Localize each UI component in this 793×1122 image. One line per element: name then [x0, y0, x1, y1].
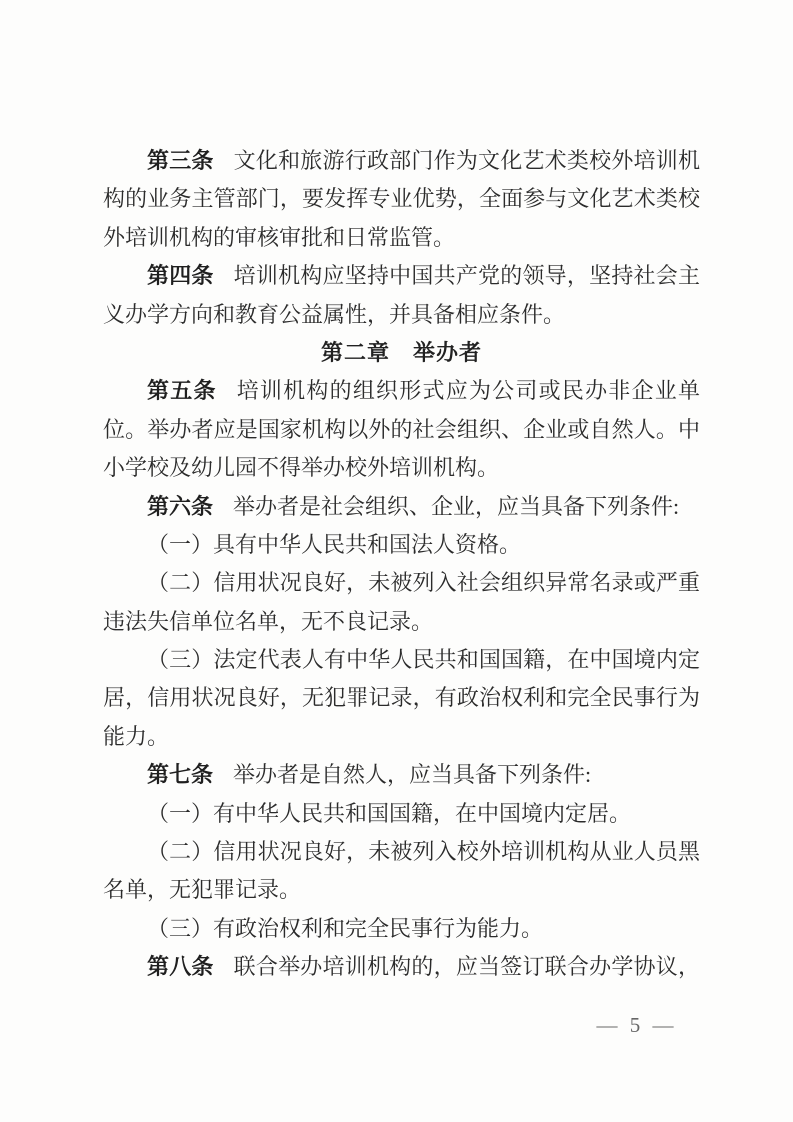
line-text: 义办学方向和教育公益属性，并具备相应条件。	[103, 301, 566, 327]
article-number: 第八条	[147, 954, 214, 980]
article-number: 第三条	[147, 148, 214, 173]
document-line	[103, 641, 700, 679]
line-text: （一）具有中华人民共和国法人资格。	[147, 531, 522, 557]
document-line	[103, 871, 700, 909]
line-text: （三）有政治权利和完全民事行为能力。	[147, 915, 544, 941]
chapter-heading-text: 第二章 举办者	[320, 339, 482, 365]
line-text: 能力。	[103, 723, 170, 749]
line-text: 外培训机构的审核审批和日常监管。	[103, 224, 456, 250]
document-line	[103, 795, 700, 833]
document-line	[103, 219, 700, 257]
line-text: 文化和旅游行政部门作为文化艺术类校外培训机	[233, 148, 700, 173]
document-line	[103, 833, 700, 871]
document-line	[103, 948, 700, 986]
line-text: 举办者是自然人，应当具备下列条件:	[233, 762, 592, 788]
document-line	[103, 449, 700, 487]
line-text: 举办者是社会组织、企业，应当具备下列条件:	[233, 493, 680, 519]
page-number: — 5 —	[596, 1013, 674, 1037]
line-text: 违法失信单位名单，无不良记录。	[103, 608, 434, 634]
document-line	[103, 564, 700, 602]
line-text: 名单，无犯罪记录。	[103, 877, 302, 903]
document-line	[103, 411, 700, 449]
chapter-heading	[103, 334, 700, 372]
line-text: （二）信用状况良好，未被列入校外培训机构从业人员黑	[147, 839, 700, 865]
line-text: 位。举办者应是国家机构以外的社会组织、企业或自然人。中	[103, 416, 700, 442]
line-text: 培训机构的组织形式应为公司或民办非企业单	[236, 378, 700, 404]
line-text: 小学校及幼儿园不得举办校外培训机构。	[103, 455, 500, 481]
document-line	[103, 142, 700, 180]
article-number: 第七条	[147, 762, 214, 788]
document-body	[103, 142, 700, 987]
line-text: 联合举办培训机构的，应当签订联合办学协议，	[233, 954, 700, 980]
document-line	[103, 718, 700, 756]
article-number: 第四条	[147, 263, 214, 289]
document-line	[103, 679, 700, 717]
document-line	[103, 603, 700, 641]
line-text: （三）法定代表人有中华人民共和国国籍，在中国境内定	[147, 647, 700, 673]
document-line	[103, 756, 700, 794]
article-number: 第六条	[147, 493, 214, 519]
document-line	[103, 296, 700, 334]
document-line	[103, 910, 700, 948]
line-text: 构的业务主管部门，要发挥专业优势，全面参与文化艺术类校	[103, 186, 700, 212]
document-line	[103, 257, 700, 295]
document-line	[103, 180, 700, 218]
line-text: （一）有中华人民共和国国籍，在中国境内定居。	[147, 800, 632, 826]
article-number: 第五条	[147, 378, 217, 404]
document-line	[103, 372, 700, 410]
document-line	[103, 526, 700, 564]
document-line	[103, 488, 700, 526]
line-text: （二）信用状况良好，未被列入社会组织异常名录或严重	[147, 570, 700, 596]
line-text: 居，信用状况良好，无犯罪记录，有政治权利和完全民事行为	[103, 685, 700, 711]
line-text: 培训机构应坚持中国共产党的领导，坚持社会主	[233, 263, 700, 289]
